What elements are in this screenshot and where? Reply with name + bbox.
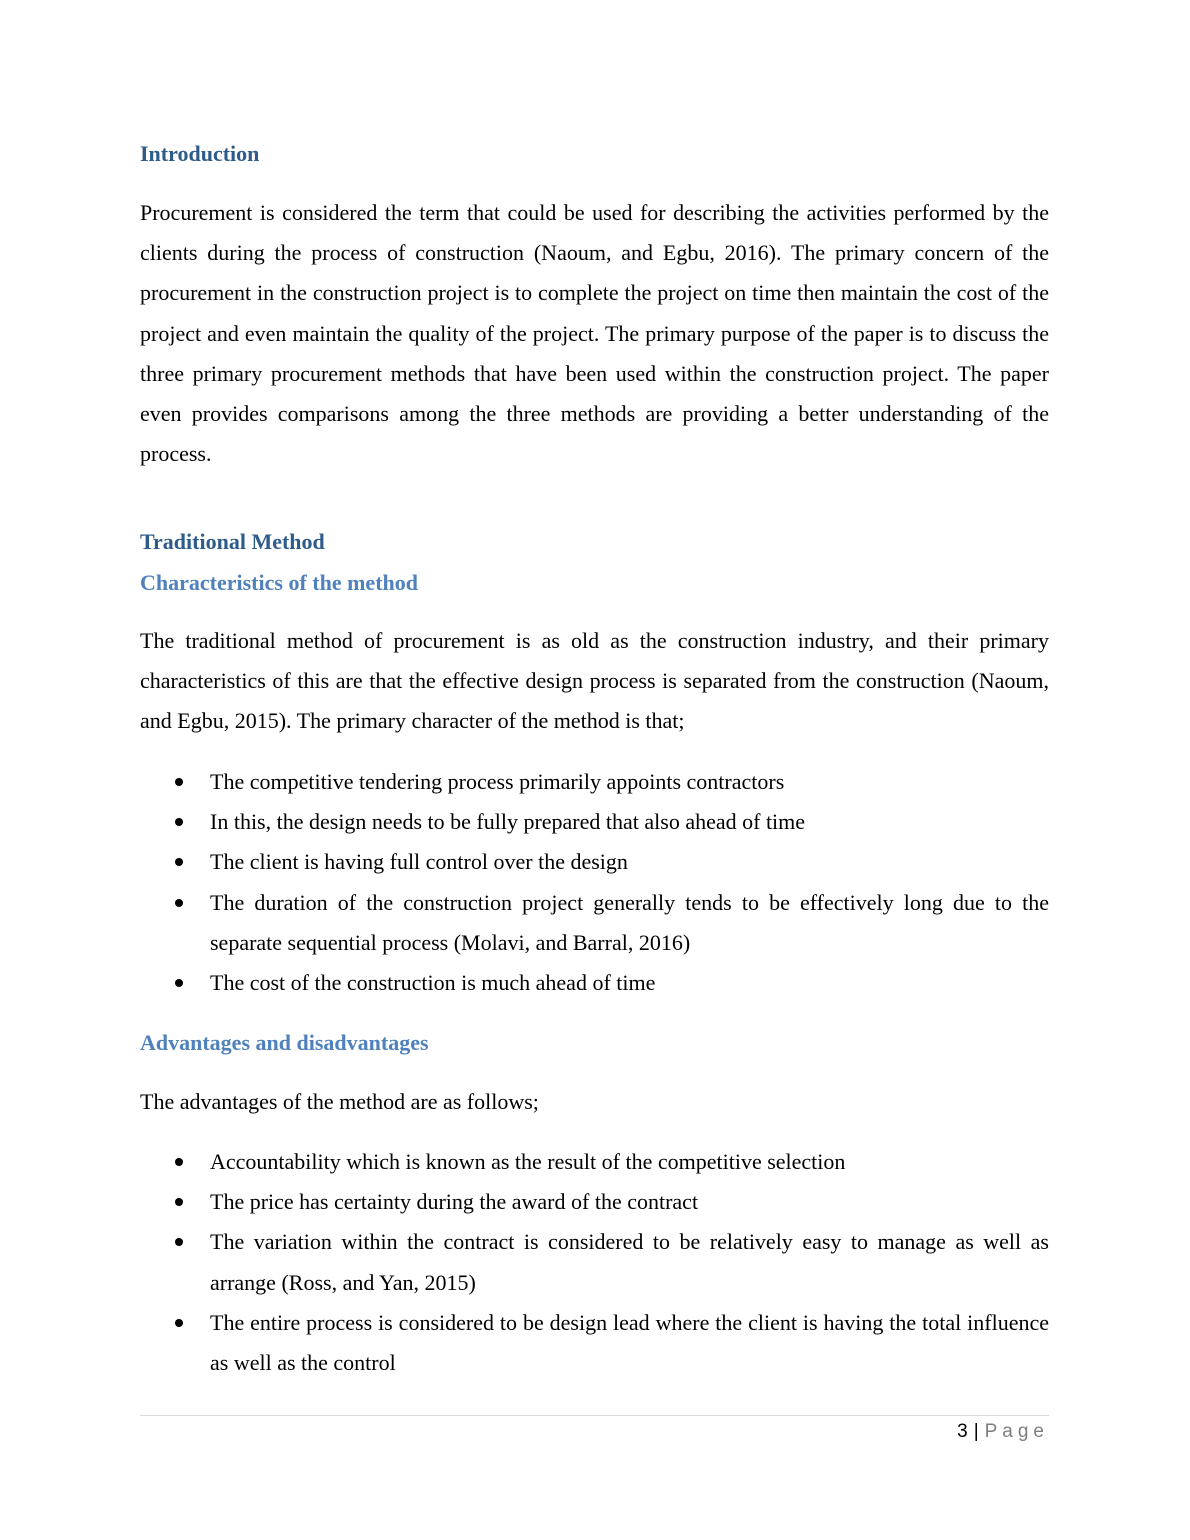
characteristics-paragraph: The traditional method of procurement is as old as the construction industry, and their primary characteristics of this are that the effective design process is separated from the construction (Naoum, and Egbu, 2015). The primary character of the method is that; — [140, 628, 1049, 734]
bullet-icon — [175, 818, 183, 826]
bullet-icon — [175, 899, 183, 907]
characteristics-list — [140, 762, 1049, 1003]
advantages-list — [140, 1142, 1049, 1383]
list-item — [140, 802, 1049, 842]
list-item — [140, 1222, 1049, 1302]
list-item-text: The client is having full control over the design — [210, 849, 628, 875]
bullet-icon — [175, 858, 183, 866]
page-label: Page — [984, 1421, 1049, 1442]
footer-separator: | — [973, 1421, 979, 1442]
list-item — [140, 883, 1049, 963]
list-item-text: The competitive tendering process primarily appoints contractors — [210, 769, 785, 794]
list-item — [140, 842, 1049, 882]
bullet-icon — [175, 1238, 183, 1246]
advantages-heading: Advantages and disadvantages — [140, 1030, 429, 1055]
bullet-icon — [175, 1198, 183, 1206]
list-item-text: The duration of the construction project generally tends to be effectively long due to the separate sequential process (Molavi, and Barral, 2016) — [210, 889, 1049, 955]
characteristics-heading: Characteristics of the method — [140, 570, 418, 595]
bullet-icon — [175, 1158, 183, 1166]
list-item-text: Accountability which is known as the result of the competitive selection — [210, 1149, 846, 1174]
list-item — [140, 1303, 1049, 1383]
bullet-icon — [175, 979, 183, 987]
page-footer — [957, 1420, 1049, 1444]
list-item — [140, 963, 1049, 1003]
list-item — [140, 1142, 1049, 1182]
document-page — [140, 0, 1049, 1540]
list-item — [140, 762, 1049, 802]
traditional-method-heading: Traditional Method — [140, 529, 325, 554]
list-item-text: The entire process is considered to be design lead where the client is having the total influence as well as the control — [210, 1309, 1049, 1376]
list-item — [140, 1182, 1049, 1222]
list-item-text: The price has certainty during the award of the contract — [210, 1189, 699, 1215]
list-item-text: In this, the design needs to be fully prepared that also ahead of time — [210, 809, 806, 835]
list-item-text: The cost of the construction is much ahead of time — [210, 970, 656, 996]
page-number: 3 — [957, 1421, 968, 1442]
footer-divider — [140, 1415, 1049, 1416]
list-item-text: The variation within the contract is considered to be relatively easy to manage as well as arrange (Ross, and Yan, 2015) — [210, 1229, 1049, 1295]
bullet-icon — [175, 778, 183, 786]
bullet-icon — [175, 1319, 183, 1327]
introduction-paragraph: Procurement is considered the term that could be used for describing the activities performed by the clients during the process of construction (Naoum, and Egbu, 2016). The primary concern of the procurement in the construction project is to complete the project on time then maintain the cost of the project and even maintain the quality of the project. The primary purpose of the paper is to discuss the three primary procurement methods that have been used within the construction project. The paper even provides comparisons among the three methods are providing a better understanding of the process. — [140, 200, 1049, 467]
introduction-heading: Introduction — [140, 141, 260, 166]
advantages-intro: The advantages of the method are as follows; — [140, 1089, 539, 1114]
